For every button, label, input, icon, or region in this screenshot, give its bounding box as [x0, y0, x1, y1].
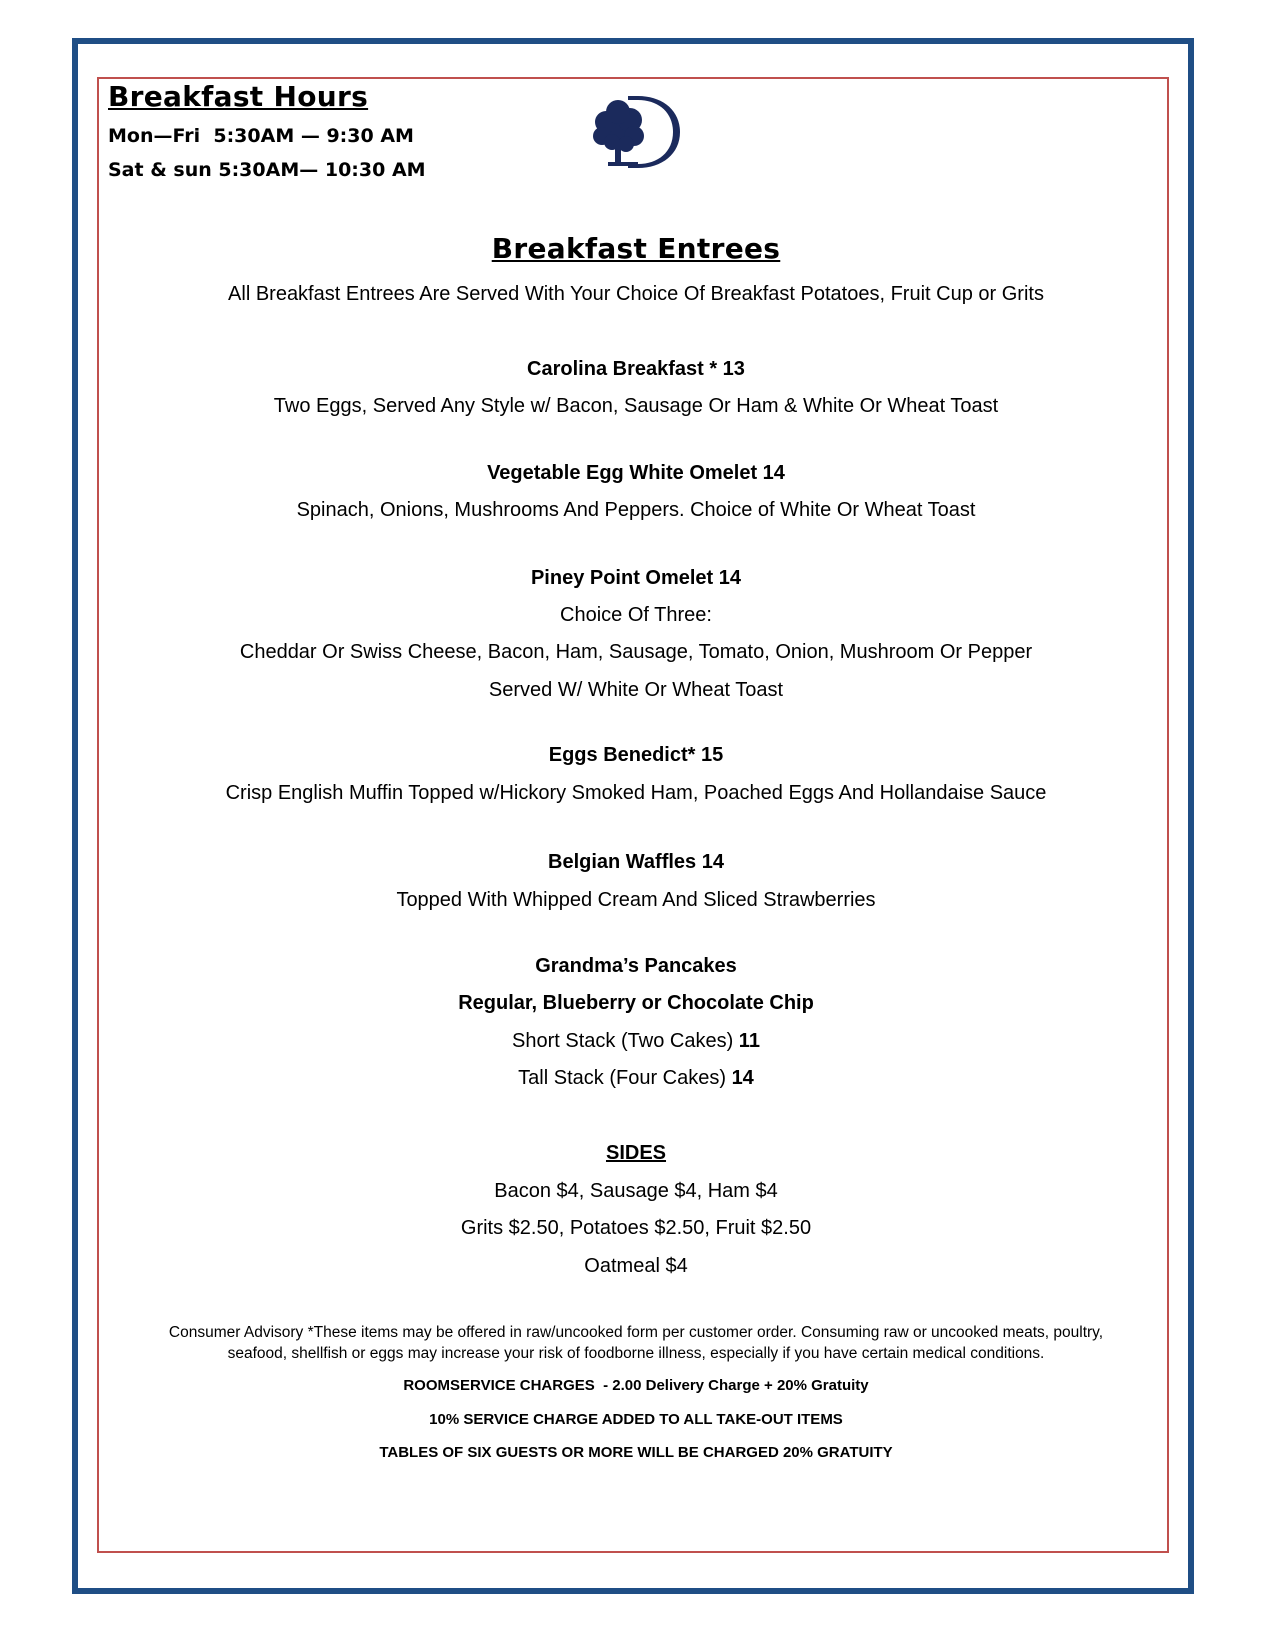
sides-title: SIDES — [605, 1142, 667, 1164]
menu-item-name: Piney Point Omelet 14 — [530, 567, 742, 589]
short-stack-price: 11 — [738, 1030, 760, 1052]
menu-item-name: Eggs Benedict* 15 — [548, 744, 724, 766]
sides-line: Grits $2.50, Potatoes $2.50, Fruit $2.50 — [460, 1217, 812, 1239]
short-stack-label: Short Stack (Two Cakes) — [512, 1030, 739, 1052]
menu-item-description: Topped With Whipped Cream And Sliced Strawberries — [396, 889, 876, 911]
menu-item-description: Served W/ White Or Wheat Toast — [488, 679, 784, 701]
menu-item-description: Choice Of Three: — [560, 604, 712, 626]
weekday-hours: Mon—Fri 5:30AM — 9:30 AM — [108, 125, 414, 147]
menu-item-name: Carolina Breakfast * 13 — [527, 358, 745, 380]
menu-item-name: Grandma’s Pancakes — [535, 955, 737, 977]
menu-item-description: Spinach, Onions, Mushrooms And Peppers. Choice of White Or Wheat Toast — [296, 499, 976, 521]
tall-stack-label: Tall Stack (Four Cakes) — [518, 1067, 732, 1089]
pancake-flavors: Regular, Blueberry or Chocolate Chip — [458, 992, 814, 1014]
menu-item-description: Cheddar Or Swiss Cheese, Bacon, Ham, Sausage, Tomato, Onion, Mushroom Or Pepper — [239, 641, 1033, 663]
tree-d-logo-icon — [588, 92, 684, 172]
menu-item-description: Crisp English Muffin Topped w/Hickory Smoked Ham, Poached Eggs And Hollandaise Sauce — [225, 782, 1047, 804]
sides-line: Bacon $4, Sausage $4, Ham $4 — [494, 1180, 778, 1202]
entrees-subtitle: All Breakfast Entrees Are Served With Your Choice Of Breakfast Potatoes, Fruit Cup or Grits — [228, 283, 1044, 305]
room-service-charges: ROOMSERVICE CHARGES - 2.00 Delivery Charge + 20% Gratuity — [403, 1377, 869, 1394]
weekend-hours: Sat & sun 5:30AM— 10:30 AM — [108, 159, 426, 181]
advisory-line: seafood, shellfish or eggs may increase your risk of foodborne illness, especially if you have certain medical conditions. — [227, 1345, 1045, 1362]
advisory-line: Consumer Advisory *These items may be offered in raw/uncooked form per customer order. Consuming raw or uncooked meats, poultry, — [168, 1324, 1104, 1341]
hours-title: Breakfast Hours — [108, 80, 369, 113]
tall-stack-price: 14 — [731, 1067, 754, 1089]
menu-item-name: Vegetable Egg White Omelet 14 — [487, 462, 785, 484]
tall-stack — [130, 1059, 1142, 1098]
sides-line: Oatmeal $4 — [584, 1255, 688, 1277]
breakfast-hours — [108, 80, 426, 187]
menu-item-description: Two Eggs, Served Any Style w/ Bacon, Sausage Or Ham & White Or Wheat Toast — [273, 395, 999, 417]
table-gratuity: TABLES OF SIX GUESTS OR MORE WILL BE CHARGED 20% GRATUITY — [379, 1444, 893, 1461]
menu-item-name: Belgian Waffles 14 — [548, 851, 724, 873]
short-stack — [130, 1022, 1142, 1061]
consumer-advisory — [130, 1322, 1142, 1364]
takeout-charge: 10% SERVICE CHARGE ADDED TO ALL TAKE-OUT ITEMS — [429, 1411, 843, 1428]
entrees-title: Breakfast Entrees — [491, 232, 781, 265]
